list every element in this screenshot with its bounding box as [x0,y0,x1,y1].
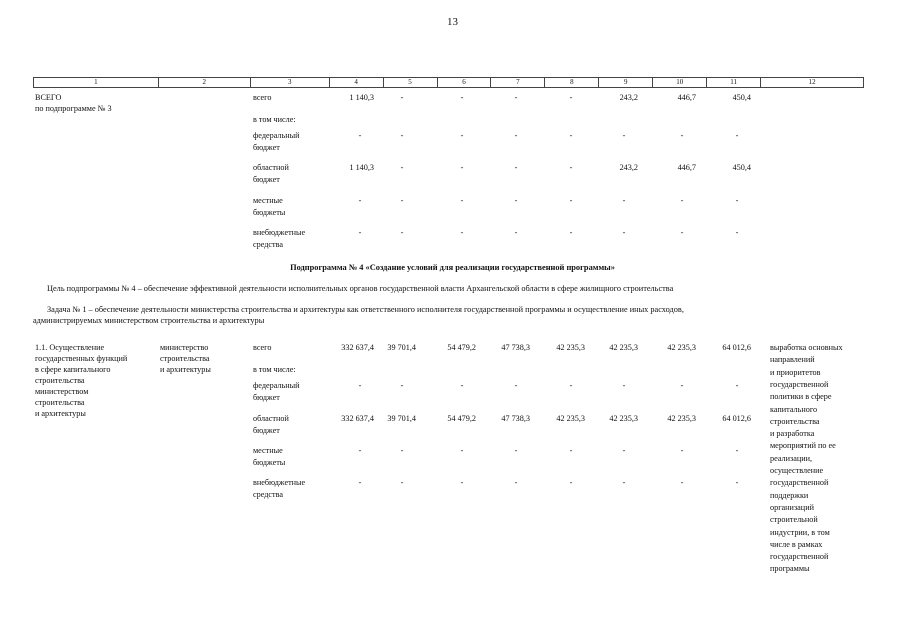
result-line: выработка основных [770,343,843,352]
result-line: осуществление [770,466,824,475]
executor-line: министерство [160,343,209,352]
funding-source-label: бюджет [253,174,280,184]
task-text: Задача № 1 – обеспечение деятельности министерства строительства и архитектуры как ответственного исполнителя государственной программы и осуществление иных расходов, [47,305,684,314]
value-cell: 42 235,3 [609,414,638,423]
value-cell: 42 235,3 [556,343,585,352]
value-cell: - [622,478,626,487]
value-cell: 39 701,4 [387,414,416,423]
value-cell: - [514,228,518,237]
column-number: 3 [251,78,330,87]
funding-source-label: внебюджетные [253,478,306,487]
result-line: капитального [770,404,818,414]
value-cell: - [569,228,573,237]
value-cell: 42 235,3 [556,414,585,423]
value-cell: 1 140,3 [349,163,374,172]
result-line: и приоритетов [770,367,821,377]
value-cell: - [514,196,518,205]
value-cell: - [514,131,518,140]
value-cell: - [622,196,626,205]
column-number: 11 [707,78,761,87]
value-cell: - [514,478,518,487]
column-number: 12 [808,78,816,86]
funding-source-label: федеральный [253,381,300,390]
activity-name-line: строительства [35,376,85,385]
value-cell: - [735,131,739,140]
value-cell: 446,7 [677,93,696,102]
funding-source-label: средства [253,239,284,249]
value-cell: - [680,228,684,237]
result-line: организаций [770,502,814,512]
funding-source-label: бюджеты [253,457,286,467]
result-line: государственной [770,552,829,562]
value-cell: - [358,381,362,390]
value-cell: - [569,446,573,455]
result-line: государственной [770,478,829,488]
goal-text: Цель подпрограммы № 4 – обеспечение эффективной деятельности исполнительных органов государственной власти Архангельской области в сфере жилищного строительства [47,284,674,293]
funding-source-label: бюджет [253,142,280,152]
value-cell: - [735,478,739,487]
result-line: и разработка [770,429,815,439]
column-number: 4 [330,78,384,87]
value-cell: - [735,381,739,390]
value-cell: 54 479,2 [447,343,476,352]
result-line: государственной [770,379,829,389]
value-cell: - [514,381,518,390]
funding-source-label: бюджет [253,392,280,402]
result-line: индустрии, в том [770,527,830,537]
activity-name-line: и архитектуры [35,409,86,418]
value-cell: - [622,131,626,140]
funding-source-label: в том числе: [253,365,296,374]
funding-source-label: местные [253,196,283,205]
value-cell: - [460,93,464,102]
value-cell: - [622,381,626,390]
value-cell: - [400,446,404,455]
value-cell: - [460,163,464,172]
value-cell: - [735,196,739,205]
value-cell: - [358,478,362,487]
value-cell: - [460,381,464,390]
result-line: мероприятий по ее [770,441,836,451]
value-cell: - [680,478,684,487]
funding-source-label: областной [253,414,289,423]
result-line: направлений [770,355,815,365]
column-number: 7 [491,78,545,87]
value-cell: - [569,93,573,102]
activity-name-line: министерством [35,387,89,396]
executor-line: строительства [160,354,210,363]
executor-line: и архитектуры [160,365,211,374]
activity-name-line: государственных функций [35,354,128,363]
value-cell: - [514,163,518,172]
value-cell: - [358,131,362,140]
funding-source-label: всего [253,93,272,102]
value-cell: - [400,228,404,237]
column-number: 9 [599,78,653,87]
result-line: политики в сфере [770,392,832,402]
result-line: программы [770,564,810,574]
result-line: строительной [770,515,818,525]
subprogram-heading: Подпрограмма № 4 «Создание условий для реализации государственной программы» [290,263,615,272]
value-cell: - [680,381,684,390]
value-cell: - [569,381,573,390]
value-cell: - [680,196,684,205]
value-cell: 42 235,3 [609,343,638,352]
value-cell: - [735,228,739,237]
value-cell: 446,7 [677,163,696,172]
value-cell: - [460,131,464,140]
result-line: реализации, [770,453,813,463]
funding-source-label: бюджет [253,425,280,435]
result-line: строительства [770,416,820,426]
value-cell: - [358,446,362,455]
page-number: 13 [447,16,458,28]
value-cell: - [514,446,518,455]
value-cell: 243,2 [619,163,638,172]
value-cell: 39 701,4 [387,343,416,352]
funding-source-label: областной [253,163,289,172]
funding-source-label: местные [253,446,283,455]
value-cell: - [358,228,362,237]
funding-source-label: средства [253,489,284,499]
column-number: 6 [438,78,492,87]
activity-name-line: 1.1. Осуществление [35,343,105,352]
value-cell: - [400,93,404,102]
value-cell: - [460,196,464,205]
value-cell: 450,4 [732,163,751,172]
value-cell: 47 738,3 [501,343,530,352]
value-cell: - [400,478,404,487]
result-line: числе в рамках [770,539,823,549]
value-cell: 64 012,6 [722,343,751,352]
column-number: 2 [159,78,251,87]
value-cell: - [400,196,404,205]
value-cell: 42 235,3 [667,414,696,423]
value-cell: 42 235,3 [667,343,696,352]
value-cell: - [400,381,404,390]
result-line: поддержки [770,490,809,500]
funding-source-label: бюджеты [253,207,286,217]
task-text: администрируемых министерством строительства и архитектуры [33,316,265,325]
value-cell: 450,4 [732,93,751,102]
value-cell: - [569,131,573,140]
value-cell: - [400,131,404,140]
activity-name-line: в сфере капитального [35,365,111,374]
column-number: 1 [34,78,159,87]
value-cell: 1 140,3 [349,93,374,102]
funding-source-label: федеральный [253,131,300,140]
column-number: 8 [545,78,599,87]
table-column-numbers [33,77,864,88]
column-number: 10 [653,78,707,87]
value-cell: - [460,228,464,237]
funding-source-label: всего [253,343,272,352]
value-cell: - [622,446,626,455]
totals-label: ВСЕГО [35,93,62,102]
value-cell: - [735,446,739,455]
value-cell: - [569,196,573,205]
value-cell: - [460,446,464,455]
value-cell: - [622,228,626,237]
activity-name-line: строительства [35,398,85,407]
value-cell: - [460,478,464,487]
value-cell: 54 479,2 [447,414,476,423]
value-cell: - [680,131,684,140]
column-number: 5 [384,78,438,87]
funding-source-label: в том числе: [253,115,296,124]
value-cell: 64 012,6 [722,414,751,423]
value-cell: - [680,446,684,455]
value-cell: 47 738,3 [501,414,530,423]
value-cell: - [569,478,573,487]
value-cell: - [514,93,518,102]
value-cell: 243,2 [619,93,638,102]
value-cell: - [400,163,404,172]
totals-label: по подпрограмме № 3 [35,104,112,113]
value-cell: 332 637,4 [341,343,374,352]
value-cell: 332 637,4 [341,414,374,423]
value-cell: - [358,196,362,205]
value-cell: - [569,163,573,172]
funding-source-label: внебюджетные [253,228,306,237]
